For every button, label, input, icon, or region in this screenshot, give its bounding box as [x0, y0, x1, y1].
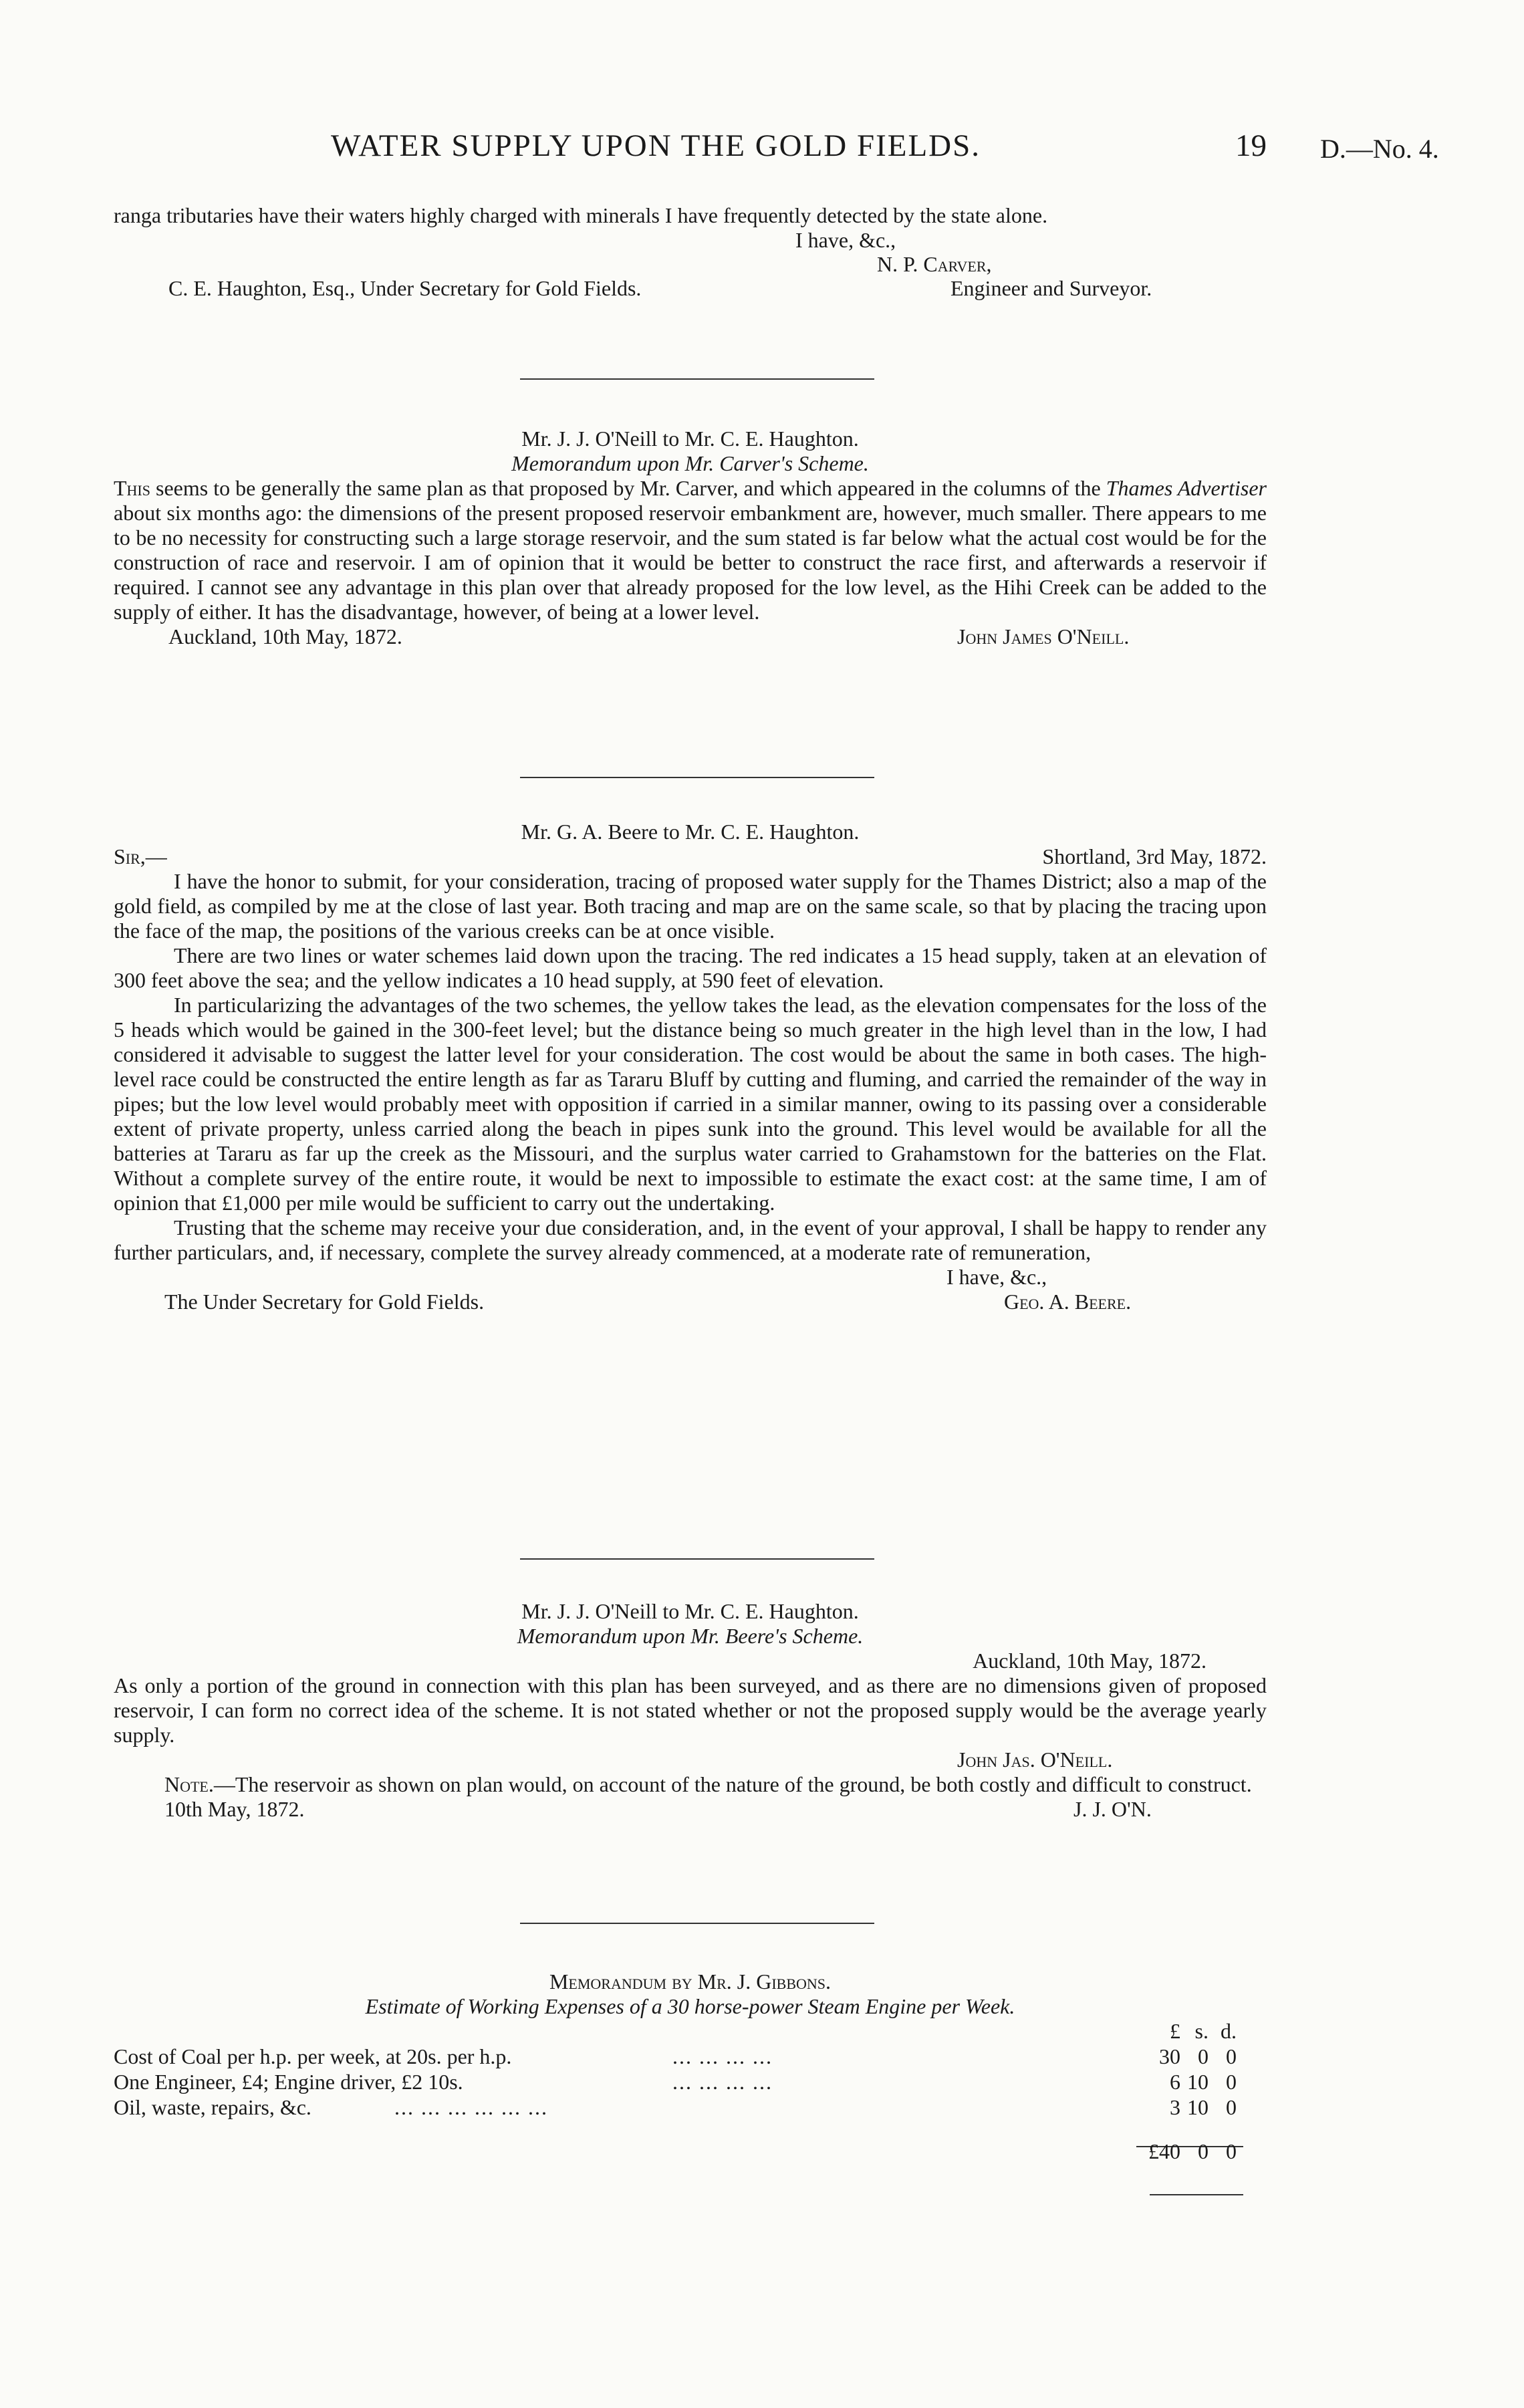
- memo-subheading: Memorandum upon Mr. Carver's Scheme.: [511, 451, 869, 475]
- note-initials: J. J. O'N.: [1073, 1797, 1152, 1821]
- carver-signer-title: Engineer and Surveyor.: [950, 276, 1152, 300]
- amount-pounds: 6: [1170, 2070, 1180, 2094]
- letter-place-date: Shortland, 3rd May, 1872.: [1042, 844, 1267, 868]
- oneill-memo-beere: [114, 1599, 1267, 1822]
- carver-closing: I have, &c.,: [795, 228, 896, 252]
- letter-addressee: The Under Secretary for Gold Fields.: [164, 1290, 485, 1314]
- beere-letter: [114, 820, 1267, 1314]
- letter-paragraph: In particularizing the advantages of the two schemes, the yellow takes the lead, as the elevation compensates for the loss of the 5 heads which would be gained in the 300-feet level; but the distance being so much greater in the high level than in the low, I had considered it advisable to suggest the latter level for your consideration. The cost would be about the same in both cases. The high-level race could be constructed the entire length as far as Tararu Bluff by cutting and fluming, and carried the remainder of the way in pipes; but the low level would probably meet with opposition if carried in a similar manner, owing to its passing over a considerable extent of private property, unless carried along the beach in pipes sunk into the ground. This level would be available for all the batteries at Tararu as far up the creek as the Missouri, and the surplus water carried to Grahamstown for the batteries on the Flat. Without a complete survey of the entire route, it would be next to impossible to estimate the exact cost: at the same time, I am of opinion that £1,000 per mile would be sufficient to carry out the undertaking.: [114, 993, 1267, 1215]
- leader-dots: ... ... ... ...: [672, 2044, 773, 2068]
- note-label: Note.: [164, 1772, 214, 1796]
- memo-signature: John James O'Neill.: [957, 624, 1130, 648]
- total-pence: 0: [1226, 2139, 1237, 2163]
- amount-shillings: 10: [1187, 2070, 1209, 2094]
- total-row: [114, 2139, 1267, 2165]
- amount-shillings: 0: [1198, 2044, 1209, 2068]
- total-shillings: 0: [1198, 2139, 1209, 2163]
- section-divider: [520, 1558, 874, 1560]
- salutation: Sir,—: [114, 844, 167, 868]
- page-header: [0, 128, 1524, 174]
- memo-note: Note.—The reservoir as shown on plan would, on account of the nature of the ground, be both costly and difficult to construct.: [164, 1772, 1252, 1796]
- column-header-pounds: £: [1170, 2019, 1180, 2043]
- letter-closing: I have, &c.,: [946, 1265, 1047, 1289]
- expense-table: [114, 2019, 1267, 2165]
- expense-label: Cost of Coal per h.p. per week, at 20s. per h.p.: [114, 2044, 512, 2068]
- table-row: [114, 2070, 1267, 2095]
- table-header-row: [114, 2019, 1267, 2044]
- carver-signature: N. P. Carver,: [877, 252, 992, 276]
- leader-dots: ... ... ... ... ... ...: [394, 2095, 548, 2119]
- memo-heading: Mr. J. J. O'Neill to Mr. C. E. Haughton.: [521, 427, 859, 451]
- memo-subheading: Estimate of Working Expenses of a 30 horse-power Steam Engine per Week.: [365, 1994, 1015, 2018]
- page-number: 19: [1235, 128, 1267, 163]
- column-header-shillings: s.: [1194, 2019, 1209, 2043]
- table-row: [114, 2044, 1267, 2070]
- memo-lead-word: This: [114, 476, 150, 500]
- table-row: [114, 2095, 1267, 2121]
- amount-shillings: 10: [1187, 2095, 1209, 2119]
- amount-pence: 0: [1226, 2070, 1237, 2094]
- note-date: 10th May, 1872.: [164, 1797, 305, 1821]
- oneill-memo-carver: [114, 427, 1267, 649]
- memo-subheading: Memorandum upon Mr. Beere's Scheme.: [517, 1624, 864, 1648]
- carver-letter-end: [114, 203, 1267, 301]
- running-title: WATER SUPPLY UPON THE GOLD FIELDS.: [331, 128, 981, 163]
- memo-body: This seems to be generally the same plan as that proposed by Mr. Carver, and which appeared in the columns of the Thames Advertiser about six months ago: the dimensions of the present proposed reservoir embankment are, however, much smaller. There appears to me to be no necessity for constructing such a large storage reservoir, and the sum stated is far below what the actual cost would be for the construction of race and reservoir. I am of opinion that it would be better to construct the race first, and afterwards a reservoir if required. I cannot see any advantage in this plan over that already proposed for the low level, as the Hihi Creek can be added to the supply of either. It has the disadvantage, however, of being at a lower level.: [114, 476, 1267, 624]
- letter-signature: Geo. A. Beere.: [1004, 1290, 1132, 1314]
- newspaper-title: Thames Advertiser: [1106, 476, 1267, 500]
- letter-paragraph: Trusting that the scheme may receive your due consideration, and, in the event of your approval, I shall be happy to render any further particulars, and, if necessary, complete the survey already commenced, at a moderate rate of remuneration,: [114, 1215, 1267, 1264]
- section-divider: [520, 1923, 874, 1924]
- gibbons-memo: [114, 1969, 1267, 2165]
- expense-label: One Engineer, £4; Engine driver, £2 10s.: [114, 2070, 463, 2094]
- total-rule: [1150, 2194, 1243, 2195]
- expense-label: Oil, waste, repairs, &c.: [114, 2095, 311, 2119]
- section-divider: [520, 777, 874, 778]
- letter-paragraph: I have the honor to submit, for your consideration, tracing of proposed water supply for the Thames District; also a map of the gold field, as compiled by me at the close of last year. Both tracing and map are on the same scale, so that by placing the tracing upon the face of the map, the positions of the various creeks can be at once visible.: [114, 869, 1267, 943]
- amount-pounds: 30: [1159, 2044, 1180, 2068]
- memo-place-date: Auckland, 10th May, 1872.: [168, 624, 402, 648]
- amount-pence: 0: [1226, 2095, 1237, 2119]
- carver-continuation: ranga tributaries have their waters highly charged with minerals I have frequently detected by the state alone.: [114, 203, 1048, 227]
- memo-signature: John Jas. O'Neill.: [957, 1748, 1113, 1772]
- letter-paragraph: There are two lines or water schemes laid down upon the tracing. The red indicates a 15 head supply, taken at an elevation of 300 feet above the sea; and the yellow indicates a 10 head supply, at 590 feet of elevation.: [114, 943, 1267, 992]
- memo-body: As only a portion of the ground in connection with this plan has been surveyed, and as there are no dimensions given of proposed reservoir, I can form no correct idea of the scheme. It is not stated whether or not the proposed supply would be the average yearly supply.: [114, 1673, 1267, 1747]
- total-pounds: £40: [1148, 2139, 1180, 2163]
- memo-heading: Memorandum by Mr. J. Gibbons.: [549, 1969, 832, 1994]
- column-header-pence: d.: [1221, 2019, 1237, 2043]
- memo-place-date: Auckland, 10th May, 1872.: [973, 1649, 1206, 1673]
- letter-heading: Mr. G. A. Beere to Mr. C. E. Haughton.: [521, 820, 860, 844]
- memo-heading: Mr. J. J. O'Neill to Mr. C. E. Haughton.: [521, 1599, 859, 1623]
- document-reference: D.—No. 4.: [1320, 134, 1439, 164]
- leader-dots: ... ... ... ...: [672, 2070, 773, 2094]
- amount-pence: 0: [1226, 2044, 1237, 2068]
- carver-addressee: C. E. Haughton, Esq., Under Secretary for Gold Fields.: [168, 276, 642, 300]
- amount-pounds: 3: [1170, 2095, 1180, 2119]
- section-divider: [520, 378, 874, 380]
